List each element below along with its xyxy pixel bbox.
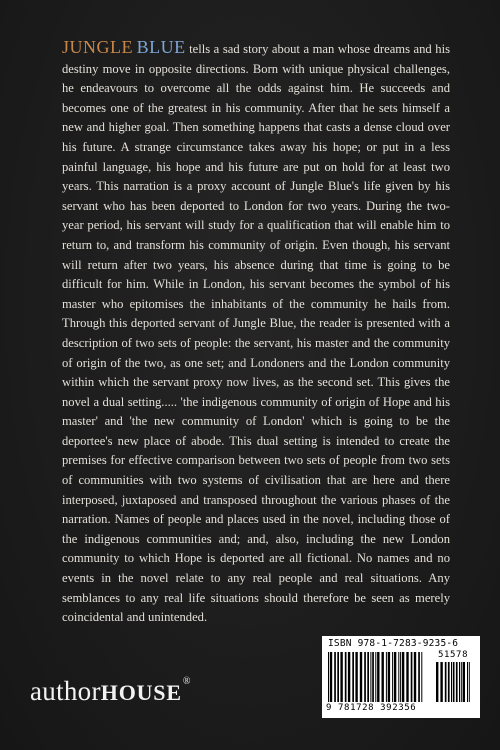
barcode-addon-number: 51578 xyxy=(438,650,469,660)
barcode-bar xyxy=(411,652,413,702)
barcode-bar xyxy=(334,652,336,702)
barcode-bar xyxy=(386,652,387,702)
barcode-bar xyxy=(328,652,329,702)
barcode-digits: 9 781728 392356 xyxy=(326,703,417,713)
barcode-bar xyxy=(382,652,384,702)
isbn-barcode xyxy=(322,636,480,718)
barcode-bar xyxy=(453,662,455,702)
barcode-bar xyxy=(414,652,416,702)
barcode-bar xyxy=(355,652,357,702)
barcode-bar xyxy=(451,662,452,702)
barcode-bar xyxy=(400,652,401,702)
barcode-bars xyxy=(328,652,424,702)
barcode-bar xyxy=(456,662,458,702)
barcode-bar xyxy=(463,662,465,702)
barcode-bar xyxy=(377,652,379,702)
barcode-bar xyxy=(367,652,369,702)
book-title-blue: BLUE xyxy=(136,37,186,57)
barcode-bar xyxy=(364,652,366,702)
barcode-bar xyxy=(360,652,362,702)
barcode-bar xyxy=(392,652,393,702)
registered-mark: ® xyxy=(182,676,191,687)
publisher-logo xyxy=(30,676,191,707)
barcode-bar xyxy=(467,662,468,702)
barcode-bar xyxy=(394,652,396,702)
barcode-bar xyxy=(340,652,342,702)
isbn-label: ISBN 978-1-7283-9235-6 xyxy=(328,638,459,649)
blurb-text: tells a sad story about a man whose dreams and his destiny move in opposite directions. Born with unique physical challenges, he endeavours to overcome all the odds against him. He succeeds and becomes one of the greatest in his community. After that he sets himself a new and higher goal. Then something happens that casts a dense cloud over his future. A strange circumstance takes away his hope; or put in a less painful language, his hope and his future are put on hold for at least two years. This narration is a proxy account of Jungle Blue's life given by his servant who has been deported to London for two years. During the two-year period, his servant will study for a qualification that will enable him to return to, and transform his community of origin. Even though, his servant will return after two years, his absence during that time is going to be difficult for him. While in London, his servant becomes the symbol of his master who epitomises the inhabitants of the community he hails from. Through this deported servant of Jungle Blue, the reader is presented with a description of two sets of people: the servant, his master and the community of origin of the two, as one set; and Londoners and the London community within which the servant proxy now lives, as the second set. This gives the novel a dual setting..... 'the indigenous community of origin of Hope and his master' and 'the new community of London' which is going to be the deportee's new place of abode. This dual setting is intended to create the premises for effective comparison between two sets of people from two sets of communities with two systems of civilisation that are here and there interposed, juxtaposed and transposed throughout the various phases of the narration. Names of people and places used in the novel, including those of the indigenous communities and; and, also, including the new London community to which Hope is deported are all fictional. No names and no events in the novel relate to any real people and real situations. Any semblances to any real life situations should therefore be seen as merely coincidental and unintended. xyxy=(62,42,450,625)
barcode-bar xyxy=(436,662,438,702)
barcode-bar xyxy=(445,662,447,702)
barcode-bar xyxy=(440,662,442,702)
barcode-bar xyxy=(348,652,350,702)
barcode-bar xyxy=(345,652,347,702)
blurb-paragraph xyxy=(62,38,450,628)
publisher-word-house: HOUSE xyxy=(100,680,182,705)
barcode-bar xyxy=(461,662,462,702)
barcode-bar xyxy=(370,652,371,702)
barcode-bar xyxy=(421,652,422,702)
barcode-bar xyxy=(352,652,354,702)
barcode-bar xyxy=(330,652,332,702)
barcode-addon-bars xyxy=(436,662,472,704)
barcode-bar xyxy=(388,652,390,702)
barcode-bar xyxy=(375,652,376,702)
barcode-bar xyxy=(448,662,450,702)
barcode-bar xyxy=(469,662,470,702)
barcode-bar xyxy=(418,652,420,702)
barcode-bar xyxy=(398,652,399,702)
barcode-bar xyxy=(372,652,374,702)
barcode-bar xyxy=(459,662,460,702)
barcode-bar xyxy=(406,652,408,702)
barcode-bar xyxy=(402,652,404,702)
publisher-word-author: author xyxy=(30,676,101,706)
book-title-jungle: JUNGLE xyxy=(62,37,133,57)
barcode-bar xyxy=(337,652,339,702)
